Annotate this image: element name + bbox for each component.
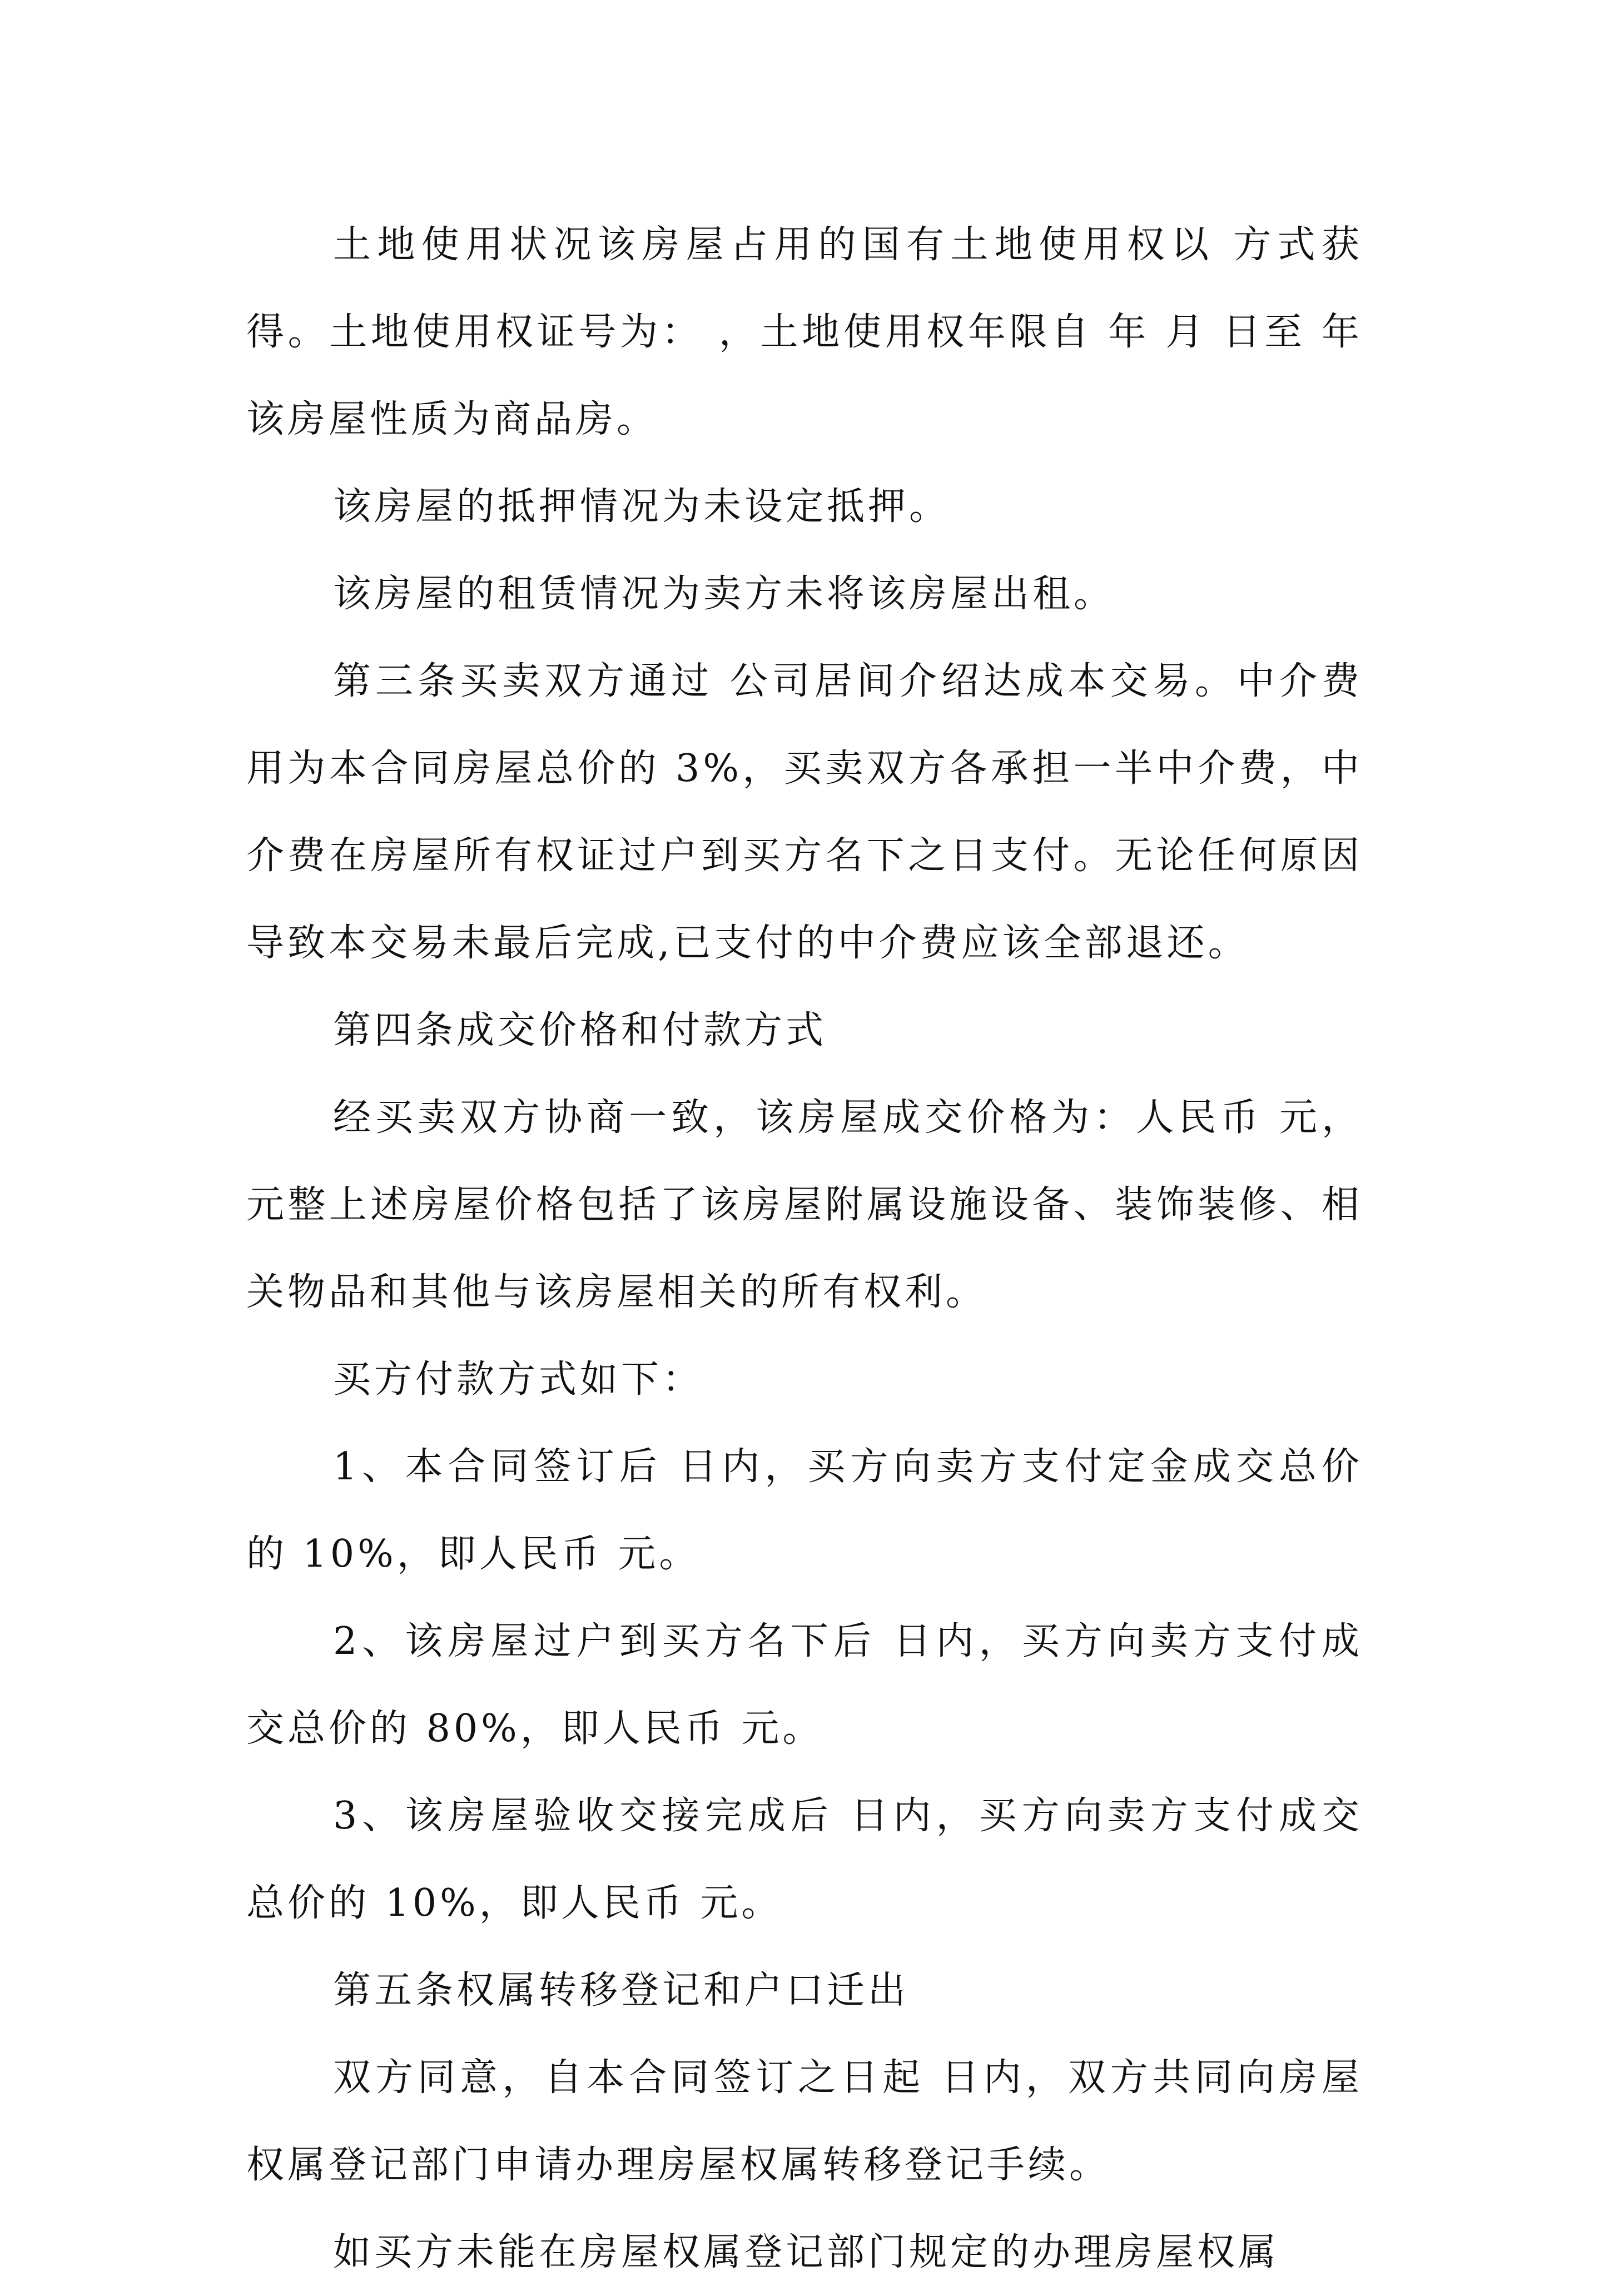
paragraph-buyer-failure: 如买方未能在房屋权属登记部门规定的办理房屋权属 [333,2230,1280,2274]
payment-item-3: 3、该房屋验收交接完成后 日内，买方向卖方支付成交总价的 10%，即人民币 元。 [246,1794,1363,1925]
paragraph-price: 经买卖双方协商一致，该房屋成交价格为：人民币 元， 元整上述房屋价格包括了该房屋附属设施设备、装饰装修、相关物品和其他与该房屋相关的所有权利。 [246,1096,1363,1314]
paragraph-article-3: 第三条买卖双方通过 公司居间介绍达成本交易。中介费用为本合同房屋总价的 3%，买卖双方各承担一半中介费，中介费在房屋所有权证过户到买方名下之日支付。无论任何原因导致本交易未最后完成,已支付的中介费应该全部退还。 [246,659,1363,965]
paragraph-land-use: 土地使用状况该房屋占用的国有土地使用权以 方式获得。土地使用权证号为： ，土地使用权年限自 年 月 日至 年该房屋性质为商品房。 [246,223,1363,441]
heading-article-5: 第五条权属转移登记和户口迁出 [333,1969,910,2012]
paragraph-payment-intro: 买方付款方式如下： [333,1358,704,1402]
payment-item-2: 2、该房屋过户到买方名下后 日内，买方向卖方支付成交总价的 80%，即人民币 元。 [246,1619,1363,1751]
paragraph-lease: 该房屋的租赁情况为卖方未将该房屋出租。 [333,572,1115,616]
paragraph-transfer-registration: 双方同意，自本合同签订之日起 日内，双方共同向房屋权属登记部门申请办理房屋权属转移登记手续。 [246,2056,1363,2187]
paragraph-mortgage: 该房屋的抵押情况为未设定抵押。 [333,485,951,529]
payment-item-1: 1、本合同签订后 日内，买方向卖方支付定金成交总价的 10%，即人民币 元。 [246,1445,1363,1576]
heading-article-4: 第四条成交价格和付款方式 [333,1008,827,1052]
document-page [246,201,1363,2296]
